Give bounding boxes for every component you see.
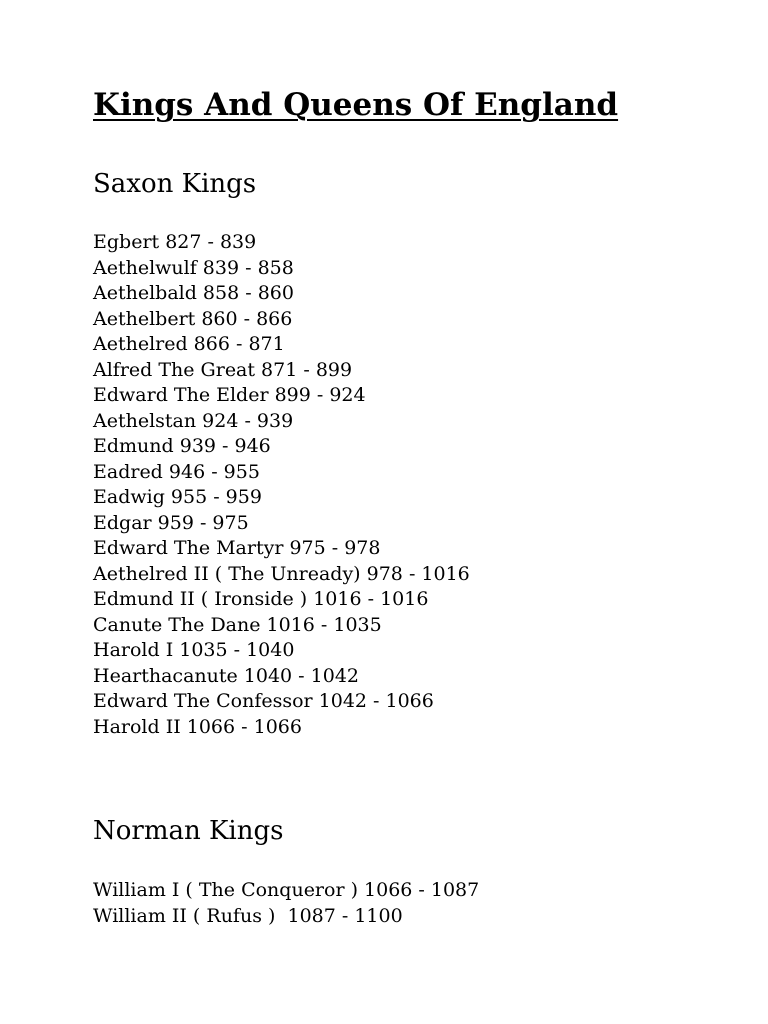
list-item: Edmund 939 - 946 bbox=[93, 435, 271, 457]
list-item: Edgar 959 - 975 bbox=[93, 511, 249, 534]
list-item: Harold I 1035 - 1040 bbox=[93, 639, 295, 661]
list-item: Aethelbald 858 - 860 bbox=[93, 282, 294, 304]
list-item: Aethelwulf 839 - 858 bbox=[93, 256, 294, 279]
list-item: Aethelbert 860 - 866 bbox=[93, 307, 293, 330]
list-item: Egbert 827 - 839 bbox=[93, 231, 257, 253]
list-item: Eadwig 955 - 959 bbox=[93, 486, 262, 508]
list-item: Hearthacanute 1040 - 1042 bbox=[93, 664, 359, 687]
section-heading-norman-kings: Norman Kings bbox=[93, 816, 284, 846]
list-item: Harold II 1066 - 1066 bbox=[93, 715, 302, 738]
list-item: Eadred 946 - 955 bbox=[93, 460, 260, 483]
section-heading-saxon-kings: Saxon Kings bbox=[93, 169, 257, 199]
list-item: Edward The Confessor 1042 - 1066 bbox=[93, 690, 434, 712]
list-item: Edward The Elder 899 - 924 bbox=[93, 384, 366, 406]
saxon-kings-list bbox=[93, 230, 470, 740]
list-item: Aethelred 866 - 871 bbox=[93, 333, 285, 355]
list-item: Canute The Dane 1016 - 1035 bbox=[93, 613, 382, 636]
norman-kings-list bbox=[93, 878, 479, 929]
page-title: Kings And Queens Of England bbox=[93, 87, 619, 123]
list-item: Alfred The Great 871 - 899 bbox=[93, 358, 353, 381]
list-item: Edward The Martyr 975 - 978 bbox=[93, 537, 381, 559]
list-item: William I ( The Conqueror ) 1066 - 1087 bbox=[93, 879, 480, 901]
list-item: Edmund II ( Ironside ) 1016 - 1016 bbox=[93, 588, 429, 610]
list-item: Aethelred II ( The Unready) 978 - 1016 bbox=[93, 562, 470, 585]
list-item: William II ( Rufus ) 1087 - 1100 bbox=[93, 904, 403, 927]
list-item: Aethelstan 924 - 939 bbox=[93, 409, 294, 432]
